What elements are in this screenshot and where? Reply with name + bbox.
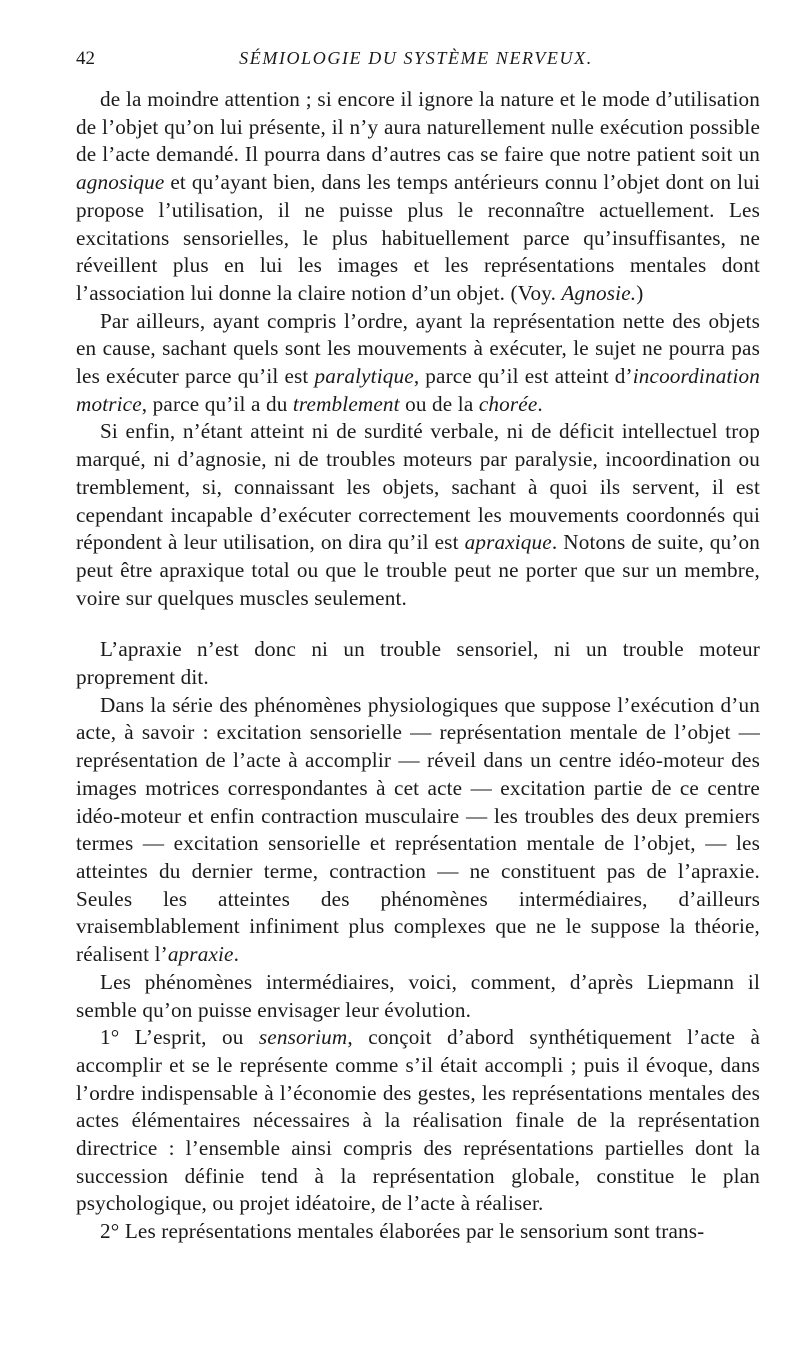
page-number: 42 <box>76 48 95 69</box>
text-run: L’apraxie n’est donc ni un trouble sensoriel, ni un trouble moteur proprement dit. <box>76 637 760 690</box>
italic-term: apraxie <box>167 942 234 967</box>
text-run: . <box>537 391 543 416</box>
italic-term: Agnosie. <box>561 280 637 305</box>
paragraph <box>76 1218 760 1246</box>
body-text <box>76 86 760 1246</box>
italic-term: incoordination motrice <box>76 364 760 416</box>
italic-term: apraxique <box>464 530 552 555</box>
text-run: Dans la série des phénomènes physiologiques que suppose l’exécution d’un acte, à savoir : excitation sensorielle — représentation mentale de l’objet — représentation de l’acte à accomplir — réveil dans un centre idéo-moteur des images motrices correspondantes à cet acte — excitation partie de ce centre idéo-moteur et enfin contraction musculaire — les troubles des deux premiers termes — excitation sensorielle et représentation mentale de l’objet, — les atteintes du dernier terme, contraction — ne constituent pas de l’apraxie. Seules les atteintes des phénomènes intermédiaires, d’ailleurs vraisemblablement infiniment plus complexes que ne le suppose la théorie, réalisent l’ <box>76 692 760 967</box>
text-run: Par ailleurs, ayant compris l’ordre, ayant la représentation nette des objets en cause, sachant quels sont les mouvements à exécuter, le sujet ne pourra pas les exécuter parce qu’il est <box>76 308 760 389</box>
text-run: Les phénomènes intermédiaires, voici, comment, d’après Liepmann il semble qu’on puisse envisager leur évolution. <box>76 969 760 1022</box>
text-run: , parce qu’il a du <box>141 391 293 416</box>
text-run: 2° Les représentations mentales élaborées par le sensorium sont trans- <box>100 1219 705 1244</box>
text-run: et qu’ayant bien, dans les temps antérieurs connu l’objet dont on lui propose l’utilisation, il ne puisse plus le reconnaître actuellement. Les excitations sensorielles, le plus habituellement parce qu’insuffisantes, ne réveillent plus en lui les images et les représentations mentales dont l’association lui donne la claire notion d’un objet. (Voy. <box>76 170 760 305</box>
text-run: ) <box>636 280 644 305</box>
paragraph <box>76 969 760 1024</box>
text-run: . <box>233 942 240 967</box>
text-run: ou de la <box>399 391 479 416</box>
text-run: 1° L’esprit, ou <box>100 1025 259 1050</box>
italic-term: sensorium <box>258 1025 348 1050</box>
running-title: SÉMIOLOGIE DU SYSTÈME NERVEUX. <box>239 48 593 68</box>
text-run: , conçoit d’abord synthétiquement l’acte à accomplir et se le représente comme s’il était accompli ; puis il évoque, dans l’ordre indispensable à l’économie des gestes, les représentations mentales des actes élémentaires nécessaires à la réalisation finale de la représentation directrice : l’ensemble ainsi compris des représentations partielles dont la succession définie tend à la représentation globale, constitue le plan psychologique, ou projet idéatoire, de l’acte à réaliser. <box>76 1025 761 1216</box>
paragraph <box>76 308 760 419</box>
paragraph <box>76 636 760 691</box>
text-run: de la moindre attention ; si encore il ignore la nature et le mode d’utilisation de l’objet qu’on lui présente, il n’y aura naturellement nulle exécution possible de l’acte demandé. Il pourra dans d’autres cas se faire que notre patient soit un <box>76 87 760 167</box>
italic-term: chorée <box>478 391 538 416</box>
italic-term: agnosique <box>76 170 165 195</box>
paragraph <box>76 692 760 969</box>
paragraph <box>76 1024 760 1218</box>
paragraph <box>76 418 760 612</box>
text-run: , parce qu’il est atteint d’ <box>413 364 633 389</box>
page-header <box>76 44 756 76</box>
text-run: Si enfin, n’étant atteint ni de surdité verbale, ni de déficit intellectuel trop marqué, ni d’agnosie, ni de troubles moteurs par paralysie, incoordination ou tremblement, si, connaissant les objets, sachant à quoi ils servent, il est cependant incapable d’exécuter correctement les mouvements coordonnés qui répondent à leur utilisation, on dira qu’il est <box>76 419 760 555</box>
italic-term: tremblement <box>292 391 400 416</box>
text-run: . Notons de suite, qu’on peut être apraxique total ou que le trouble peut ne porter que sur un membre, voire sur quelques muscles seulement. <box>76 530 760 610</box>
paragraph <box>76 86 760 308</box>
italic-term: paralytique <box>314 364 414 389</box>
